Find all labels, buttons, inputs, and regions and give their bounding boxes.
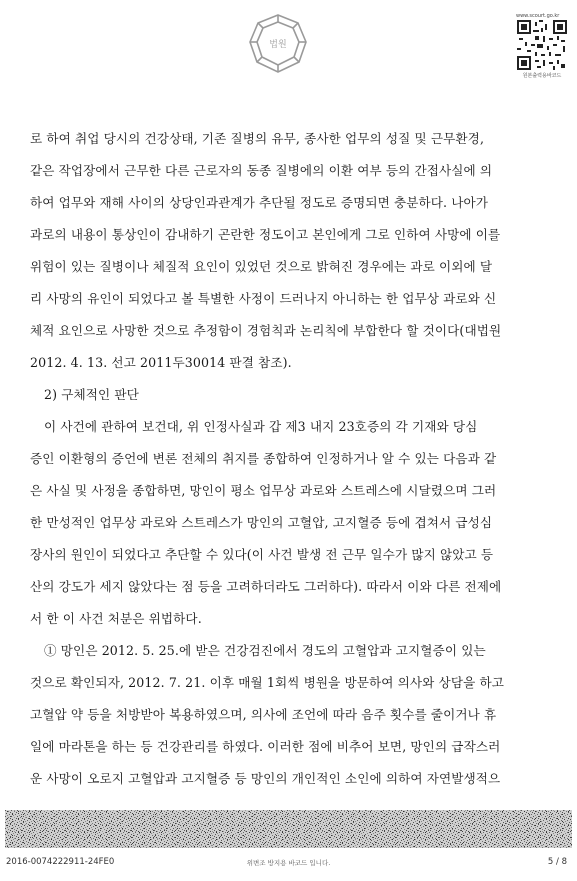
- text-line: 체적 요인으로 사망한 것으로 추정함이 경험칙과 논리칙에 부합한다 할 것이다(대법원: [30, 323, 502, 338]
- text-line: 로 하여 취업 당시의 건강상태, 기존 질병의 유무, 종사한 업무의 성질 및 근무환경,: [30, 131, 485, 146]
- seal-text: 법원: [269, 40, 287, 50]
- text-line: 과로의 내용이 통상인이 감내하기 곤란한 정도이고 본인에게 그로 인하여 사망에 이를: [30, 227, 501, 242]
- page-number: 5 / 8: [547, 857, 567, 867]
- text-line: 은 사실 및 사정을 종합하면, 망인이 평소 업무상 과로와 스트레스에 시달렸으며 그러: [30, 483, 497, 498]
- qr-url: www.scourt.go.kr: [516, 13, 560, 19]
- text-line: 증인 이환형의 증언에 변론 전체의 취지를 종합하여 인정하거나 알 수 있는 다음과 같: [30, 451, 497, 466]
- qr-code-icon: [517, 20, 567, 70]
- barcode-note: 위변조 방지용 바코드 입니다.: [246, 859, 331, 867]
- document-number: 2016-0074222911-24FE0: [6, 857, 115, 867]
- text-line: 고혈압 약 등을 처방받아 복용하였으며, 의사에 조언에 따라 음주 횟수를 줄이거나 휴: [30, 707, 497, 722]
- text-line: 2012. 4. 13. 선고 2011두30014 판결 참조).: [30, 355, 292, 370]
- anti-forgery-barcode-icon: [5, 810, 572, 848]
- text-line: 리 사망의 유인이 되었다고 볼 특별한 사정이 드러나지 아니하는 한 업무상 과로와 신: [30, 291, 497, 306]
- text-line: 한 만성적인 업무상 과로와 스트레스가 망인의 고혈압, 고지혈증 등에 겹쳐서 급성심: [30, 515, 493, 530]
- text-line: 위험이 있는 질병이나 체질적 요인이 있었던 것으로 밝혀진 경우에는 과로 이외에 달: [30, 259, 493, 274]
- text-line: 산의 강도가 세지 않았다는 점 등을 고려하더라도 그러하다). 따라서 이와 다른 전제에: [30, 579, 502, 594]
- text-line: 서 한 이 사건 처분은 위법하다.: [30, 611, 202, 626]
- text-line: 운 사망이 오로지 고혈압과 고지혈증 등 망인의 개인적인 소인에 의하여 자연발생적으: [30, 771, 501, 786]
- section-heading: 2) 구체적인 판단: [44, 387, 139, 402]
- text-line: 것으로 확인되자, 2012. 7. 21. 이후 매월 1회씩 병원을 방문하여 의사와 상담을 하고: [30, 675, 504, 690]
- text-line: 같은 작업장에서 근무한 다른 근로자의 동종 질병에의 이환 여부 등의 간접사실에 의: [30, 163, 493, 178]
- text-line: 이 사건에 관하여 보건대, 위 인정사실과 갑 제3 내지 23호증의 각 기재와 당심: [44, 419, 478, 434]
- text-line: 하여 업무와 재해 사이의 상당인과관계가 추단될 정도로 증명되면 충분하다. 나아가: [30, 195, 489, 210]
- text-line: 장사의 원인이 되었다고 추단할 수 있다(이 사건 발생 전 근무 일수가 많지 않았고 등: [30, 547, 494, 562]
- text-line: ① 망인은 2012. 5. 25.에 받은 건강검진에서 경도의 고혈압과 고지혈증이 있는: [44, 643, 486, 658]
- qr-caption: 원본출력용바코드: [522, 73, 562, 79]
- court-seal-icon: [246, 12, 310, 76]
- text-line: 일에 마라톤을 하는 등 건강관리를 하였다. 이러한 점에 비추어 보면, 망인의 급작스러: [30, 739, 501, 754]
